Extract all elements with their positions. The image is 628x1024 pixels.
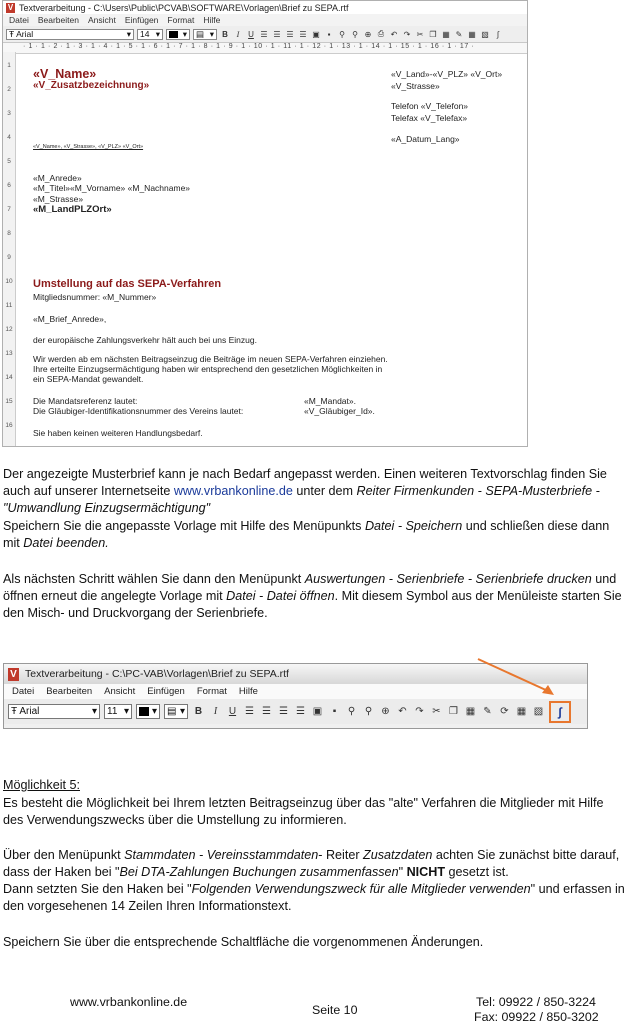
v-strasse-field: «V_Strasse» — [391, 81, 440, 91]
datum-field: «A_Datum_Lang» — [391, 134, 460, 144]
mandat-label: Die Mandatsreferenz lautet: — [33, 396, 138, 406]
font-color-select[interactable] — [166, 29, 190, 40]
text-run: - Reiter — [318, 848, 364, 862]
m-anrede-field: «M_Anrede» — [33, 173, 82, 183]
window-title: Textverarbeitung - C:\PC-VAB\Vorlagen\Brief zu SEPA.rtf — [25, 668, 289, 680]
table-icon[interactable]: ▦ — [516, 706, 527, 717]
vertical-ruler-number: 8 — [7, 230, 11, 237]
merge-print-icon[interactable]: ∫ — [496, 29, 500, 39]
text-run: Stammdaten - Vereinsstammdaten — [124, 848, 319, 862]
print-icon[interactable]: ⎙ — [377, 29, 385, 38]
text-run: und schließen diese dann mit — [3, 519, 610, 550]
glaeubiger-label: Die Gläubiger-Identifikationsnummer des Vereins lautet: — [33, 406, 244, 416]
ruler-scale: · 1 · 1 · 2 · 1 · 3 · 1 · 4 · 1 · 5 · 1 · 6 · 1 · 7 · 1 · 8 · 1 · 9 · 1 · 10 · 1 · 11 · 1 · 12 · 1 · 13 · 1 · 14 · 1 · 15 · 1 · 16 · 1 · 17 · — [23, 43, 475, 50]
font-value: Arial — [19, 706, 40, 717]
menu-format[interactable]: Format — [196, 686, 227, 697]
vertical-ruler-number: 15 — [5, 398, 13, 405]
m-landplzort-field: «M_LandPLZOrt» — [33, 204, 112, 215]
color-swatch-icon — [139, 707, 149, 716]
menu-format[interactable]: Format — [167, 15, 195, 25]
brush-icon[interactable]: ✎ — [483, 706, 492, 717]
text-run: Als nächsten Schritt wählen Sie dann den Menüpunkt — [3, 572, 305, 586]
font-size-select[interactable] — [137, 29, 163, 40]
absender-line: «V_Name», «V_Strasse», «V_PLZ» «V_Ort» — [33, 144, 144, 150]
highlight-arrow-icon — [470, 655, 570, 705]
align-right-icon[interactable]: ☰ — [286, 29, 294, 39]
text-run: Datei - Datei öffnen — [226, 589, 335, 603]
align-center-icon[interactable]: ☰ — [262, 706, 271, 717]
footer-telephone: Tel: 09922 / 850-3224 — [476, 995, 596, 1009]
replace-icon[interactable]: ⊕ — [381, 706, 390, 717]
brush-icon[interactable]: ✎ — [455, 29, 463, 39]
border-select[interactable] — [193, 29, 217, 40]
vertical-ruler-number: 7 — [7, 206, 11, 213]
font-size-select[interactable] — [104, 704, 132, 719]
font-value: Arial — [16, 29, 34, 39]
redo-icon[interactable]: ↷ — [415, 706, 424, 717]
menu-hilfe[interactable]: Hilfe — [203, 15, 221, 25]
brief-anrede-field: «M_Brief_Anrede», — [33, 314, 107, 324]
menu-bar — [3, 14, 527, 26]
menu-ansicht[interactable]: Ansicht — [104, 686, 136, 697]
justify-icon[interactable]: ☰ — [296, 706, 305, 717]
paste-icon[interactable]: ▦ — [442, 29, 450, 39]
font-color-select[interactable] — [136, 704, 160, 719]
vertical-ruler-number: 6 — [7, 182, 11, 189]
v-land-plz-ort-field: «V_Land»-«V_PLZ» «V_Ort» — [391, 69, 503, 79]
vertical-ruler-number: 11 — [5, 302, 13, 309]
font-icon: Ŧ — [11, 706, 18, 717]
vertical-ruler-number: 2 — [7, 86, 11, 93]
menu-einfuegen[interactable]: Einfügen — [147, 686, 185, 697]
underline-button[interactable]: U — [228, 706, 237, 717]
text-run: Auswertungen - Serienbriefe - Serienbriefe drucken — [304, 572, 592, 586]
search-icon[interactable]: ⚲ — [347, 706, 356, 717]
redo-icon[interactable]: ↷ — [403, 29, 411, 39]
text-run: Bei DTA-Zahlungen Buchungen zusammenfassen — [119, 865, 399, 879]
window-title: Textverarbeitung - C:\Users\Public\PCVAB\SOFTWARE\Vorlagen\Brief zu SEPA.rtf — [19, 2, 349, 13]
italic-button[interactable]: I — [213, 706, 218, 717]
text-run: Dann setzten Sie den Haken bei " — [3, 882, 192, 896]
text-run: . Mit diesem Symbol aus der Menüleiste starten Sie den Misch- und Druckvorgang der Serienbriefe. — [3, 589, 622, 620]
copy-icon[interactable]: ❐ — [429, 29, 437, 39]
website-link[interactable]: www.vrbankonline.de — [173, 484, 293, 498]
paste-icon[interactable]: ▦ — [465, 706, 476, 717]
menu-einfuegen[interactable]: Einfügen — [124, 15, 159, 25]
chevron-down-icon: ▾ — [151, 706, 157, 717]
border-icon: ▤ — [196, 28, 205, 39]
text-run: Folgenden Verwendungszweck für alle Mitglieder verwenden — [191, 882, 531, 896]
glaeubiger-field: «V_Gläubiger_Id». — [304, 406, 375, 416]
merge-print-icon: ∫ — [558, 704, 562, 719]
text-run: gesetzt ist. — [445, 865, 509, 879]
letter-paragraph-2b: Ihre erteilte Einzugsermächtigung haben wir entsprechend den gesetzlichen Möglichkeiten in — [33, 364, 383, 374]
replace-icon[interactable]: ⊕ — [364, 29, 372, 39]
text-run: Reiter Firmenkunden - SEPA-Musterbriefe - "Umwandlung Einzugsermächtigung" — [3, 484, 600, 515]
font-select[interactable] — [6, 29, 134, 40]
vertical-ruler-number: 3 — [7, 110, 11, 117]
justify-icon[interactable]: ☰ — [299, 29, 307, 39]
vertical-ruler-number: 14 — [5, 374, 13, 381]
mitgliedsnummer-line: Mitgliedsnummer: «M_Nummer» — [33, 292, 157, 302]
paragraph-naechster-schritt — [3, 571, 625, 622]
paragraph-stammdaten — [3, 847, 625, 915]
paragraph-moeglichkeit-5: Es besteht die Möglichkeit bei Ihrem letzten Beitragseinzug über das "alte" Verfahren die Mitglieder mit Hilfe des Verwendungszwecks über die Umstellung zu informieren. — [3, 796, 604, 827]
open-folder-icon[interactable]: ▣ — [312, 29, 320, 39]
chevron-down-icon: ▾ — [123, 706, 129, 717]
bold-button[interactable]: B — [194, 706, 203, 717]
zoom-icon[interactable]: ⚲ — [364, 706, 373, 717]
heading-moeglichkeit-5: Möglichkeit 5: — [3, 778, 80, 792]
paragraph-speichern-aenderungen: Speichern Sie über die entsprechende Schaltfläche die vorgenommenen Änderungen. — [3, 935, 484, 949]
font-icon: Ŧ — [9, 29, 15, 39]
align-right-icon[interactable]: ☰ — [279, 706, 288, 717]
vertical-ruler-number: 10 — [5, 278, 13, 285]
vertical-ruler-number: 5 — [7, 158, 11, 165]
text-run: " und erfassen in den vorgesehenen 14 Zeilen Ihren Informationstext. — [3, 882, 625, 913]
letter-paragraph-2c: ein SEPA-Mandat gewandelt. — [33, 374, 144, 384]
footer-page-number: Seite 10 — [312, 1003, 358, 1017]
letter-document[interactable] — [17, 52, 527, 446]
vertical-ruler-number: 13 — [5, 350, 13, 357]
menu-datei[interactable]: Datei — [12, 686, 35, 697]
v-telefon-field: Telefon «V_Telefon» — [391, 101, 469, 111]
text-run: Datei - Speichern — [364, 519, 463, 533]
window-titlebar — [3, 1, 527, 14]
menu-bearbeiten[interactable]: Bearbeiten — [37, 15, 79, 25]
table-icon[interactable]: ▦ — [468, 29, 476, 39]
text-run: unter dem — [292, 484, 357, 498]
paragraph-speichern — [3, 518, 625, 552]
cut-icon[interactable]: ✂ — [416, 29, 424, 39]
font-size-value: 14 — [140, 29, 150, 39]
footer-website: www.vrbankonline.de — [70, 995, 188, 1009]
text-run: Datei beenden. — [23, 536, 109, 550]
text-run: achten Sie zunächst bitte darauf, dass der Haken bei " — [3, 848, 620, 879]
formatting-toolbar — [3, 26, 527, 43]
menu-ansicht[interactable]: Ansicht — [87, 15, 116, 25]
underline-button[interactable]: U — [248, 29, 254, 39]
undo-icon[interactable]: ↶ — [398, 706, 407, 717]
text-run: und öffnen erneut die angelegte Vorlage mit — [3, 572, 617, 603]
vertical-ruler-number: 4 — [7, 134, 11, 141]
font-select[interactable] — [8, 704, 100, 719]
v-zusatz-field: «V_Zusatzbezeichnung» — [33, 80, 150, 91]
text-run: Zusatzdaten — [363, 848, 433, 862]
chevron-down-icon: ▾ — [126, 28, 131, 39]
open-folder-icon[interactable]: ▣ — [312, 706, 323, 717]
menu-bearbeiten[interactable]: Bearbeiten — [46, 686, 93, 697]
zoom-icon[interactable]: ⚲ — [352, 29, 358, 39]
letter-heading: Umstellung auf das SEPA-Verfahren — [33, 278, 222, 290]
chevron-down-icon: ▾ — [209, 28, 214, 39]
vertical-ruler-number: 12 — [5, 326, 13, 333]
menu-hilfe[interactable]: Hilfe — [238, 686, 258, 697]
chevron-down-icon: ▾ — [182, 28, 187, 39]
align-left-icon[interactable]: ☰ — [245, 706, 254, 717]
calendar-icon[interactable]: ▧ — [481, 29, 489, 39]
chevron-down-icon: ▾ — [155, 28, 160, 39]
mandat-field: «M_Mandat». — [304, 396, 356, 406]
letter-paragraph-2a: Wir werden ab em nächsten Beitragseinzug die Beiträge im neuen SEPA-Verfahren einziehen. — [33, 354, 388, 364]
align-left-icon[interactable]: ☰ — [260, 29, 268, 39]
letter-paragraph-1: der europäische Zahlungsverkehr hält auch bei uns Einzug. — [33, 335, 257, 345]
v-name-field: «V_Name» — [33, 67, 97, 81]
font-size-value: 11 — [107, 706, 118, 717]
app-icon: V — [8, 668, 19, 681]
menu-datei[interactable]: Datei — [9, 15, 29, 25]
italic-button[interactable]: I — [236, 29, 240, 39]
vertical-ruler-number: 16 — [5, 422, 13, 429]
align-center-icon[interactable]: ☰ — [273, 29, 281, 39]
copy-icon[interactable]: ❐ — [449, 706, 458, 717]
save-icon[interactable]: ▪ — [332, 706, 337, 717]
cut-icon[interactable]: ✂ — [432, 706, 441, 717]
vertical-ruler — [3, 52, 16, 447]
screenshot-textverarbeitung-letter — [2, 0, 528, 447]
letter-paragraph-3: Sie haben keinen weiteren Handlungsbedarf. — [33, 428, 203, 438]
border-icon: ▤ — [167, 706, 177, 717]
undo-icon[interactable]: ↶ — [390, 29, 398, 39]
text-run: " — [398, 865, 407, 879]
vertical-ruler-number: 9 — [7, 254, 11, 261]
bold-button[interactable]: B — [222, 29, 228, 39]
v-telefax-field: Telefax «V_Telefax» — [391, 113, 468, 123]
app-icon: V — [7, 2, 14, 12]
text-run: NICHT — [406, 865, 446, 879]
search-icon[interactable]: ⚲ — [339, 29, 345, 39]
text-run: Der angezeigte Musterbrief kann je nach Bedarf angepasst werden. Einen weiteren Textvorschlag finden Sie auch auf unserer Internetseite — [3, 467, 607, 498]
paragraph-musterbrief — [3, 466, 625, 517]
m-titel-name-field: «M_Titel»«M_Vorname» «M_Nachname» — [33, 183, 191, 193]
m-strasse-field: «M_Strasse» — [33, 194, 84, 204]
calendar-icon[interactable]: ▧ — [533, 706, 544, 717]
color-swatch-icon — [169, 31, 178, 38]
vertical-ruler-number: 1 — [7, 62, 11, 69]
refresh-icon[interactable]: ⟳ — [500, 706, 509, 717]
border-select[interactable] — [164, 704, 188, 719]
text-run: Über den Menüpunkt — [3, 848, 125, 862]
chevron-down-icon: ▾ — [91, 706, 97, 717]
chevron-down-icon: ▾ — [179, 706, 185, 717]
save-icon[interactable]: ▪ — [327, 29, 331, 39]
text-run: Speichern Sie die angepasste Vorlage mit Hilfe des Menüpunkts — [3, 519, 365, 533]
footer-fax: Fax: 09922 / 850-3202 — [474, 1010, 599, 1024]
